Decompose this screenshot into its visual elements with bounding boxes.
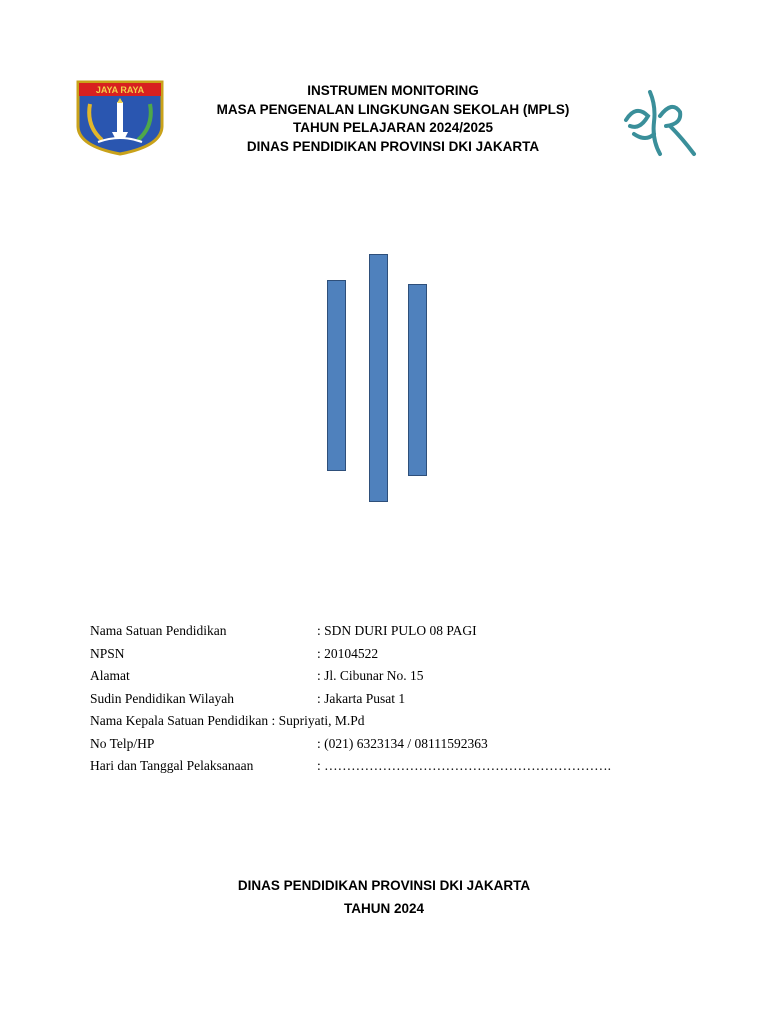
info-row-address: [90, 665, 690, 688]
header-agency: DINAS PENDIDIKAN PROVINSI DKI JAKARTA: [246, 138, 540, 154]
info-row-principal: [90, 710, 690, 733]
info-row-school-name: [90, 620, 690, 643]
header-subtitle: MASA PENGENALAN LINGKUNGAN SEKOLAH (MPLS): [216, 101, 570, 117]
school-info: [90, 620, 690, 778]
info-row-npsn: [90, 643, 690, 666]
info-value: : Supriyati, M.Pd: [268, 713, 365, 728]
info-value: : ……………………………………………………….: [317, 758, 612, 773]
info-row-date: [90, 755, 690, 778]
footer-agency: DINAS PENDIDIKAN PROVINSI DKI JAKARTA: [237, 878, 531, 893]
header-title: INSTRUMEN MONITORING: [307, 83, 479, 98]
info-value: : SDN DURI PULO 08 PAGI: [317, 623, 477, 638]
dki-jakarta-emblem: [76, 80, 164, 156]
info-label: Nama Kepala Satuan Pendidikan: [90, 713, 269, 728]
info-value: : Jakarta Pusat 1: [317, 690, 406, 706]
info-value: : (021) 6323134 / 08111592363: [317, 735, 488, 751]
info-value: : Jl. Cibunar No. 15: [317, 668, 424, 683]
emblem-motto-text: JAYA RAYA: [95, 85, 145, 95]
info-label: Nama Satuan Pendidikan: [90, 623, 227, 638]
decorative-bar-center: [369, 254, 388, 502]
info-label: Hari dan Tanggal Pelaksanaan: [90, 758, 254, 773]
document-header: [180, 82, 606, 156]
header-year: TAHUN PELAJARAN 2024/2025: [292, 120, 494, 135]
info-row-sudin: [90, 688, 690, 711]
decorative-bar-left: [327, 280, 346, 471]
decorative-bar-right: [408, 284, 427, 476]
info-label: No Telp/HP: [90, 735, 155, 751]
info-label: Sudin Pendidikan Wilayah: [90, 690, 234, 706]
info-label: NPSN: [90, 645, 125, 661]
footer-year: TAHUN 2024: [343, 901, 425, 916]
info-label: Alamat: [90, 668, 130, 683]
info-row-phone: [90, 733, 690, 756]
tut-wuri-style-emblem: [620, 86, 702, 160]
info-value: : 20104522: [317, 645, 379, 661]
document-footer: [0, 874, 768, 920]
